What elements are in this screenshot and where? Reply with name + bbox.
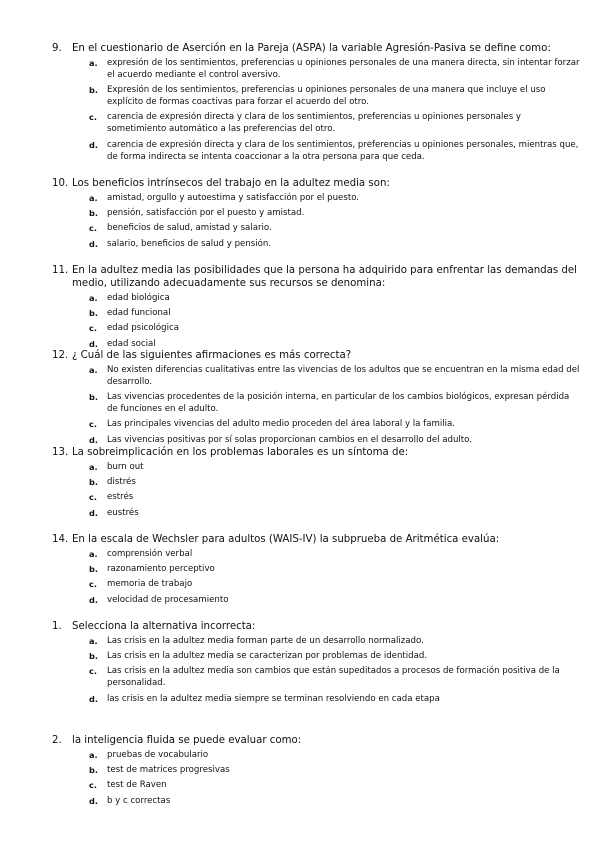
option-d — [89, 795, 582, 807]
option-text: Expresión de los sentimientos, preferencias u opiniones personales de una manera que incluye el uso explícito de formas coactivas para forzar el acuerdo del otro. — [107, 85, 546, 108]
option-b — [89, 563, 582, 575]
question-number: 13. — [52, 447, 69, 458]
question-2 — [52, 734, 582, 810]
option-letter: d. — [89, 338, 98, 349]
option-c — [89, 491, 582, 503]
option-letter: c. — [89, 579, 97, 590]
option-letter: d. — [89, 693, 98, 704]
option-letter: b. — [89, 392, 98, 403]
question-number: 9. — [52, 43, 62, 54]
option-letter: b. — [89, 477, 98, 488]
option-text: razonamiento perceptivo — [107, 564, 215, 575]
option-text: edad social — [107, 338, 156, 349]
option-text: las crisis en la adultez media siempre se terminan resolviendo en cada etapa — [107, 693, 440, 704]
option-a — [89, 292, 582, 304]
question-11 — [52, 264, 582, 353]
option-text: amistad, orgullo y autoestima y satisfacción por el puesto. — [107, 193, 360, 203]
option-c — [89, 222, 582, 234]
question-text: La sobreimplicación en los problemas laborales es un síntoma de: — [72, 447, 409, 458]
question-10 — [52, 177, 582, 253]
option-letter: a. — [89, 462, 98, 472]
option-text: velocidad de procesamiento — [107, 594, 229, 605]
option-letter: b. — [89, 208, 98, 219]
option-letter: a. — [89, 750, 98, 760]
option-c — [89, 322, 582, 334]
option-letter: c. — [89, 666, 97, 677]
question-text: Selecciona la alternativa incorrecta: — [72, 621, 256, 632]
option-c — [89, 111, 582, 135]
option-a — [89, 364, 582, 388]
option-text: test de matrices progresivas — [107, 765, 230, 776]
option-text: carencia de expresión directa y clara de los sentimientos, preferencias u opiniones personales y sometimiento automático a las preferencias del otro. — [107, 112, 521, 135]
option-text: Las crisis en la adultez media se caracterizan por problemas de identidad. — [107, 651, 428, 662]
option-a — [89, 461, 582, 473]
option-letter: d. — [89, 507, 98, 518]
option-a — [89, 749, 582, 761]
option-letter: a. — [89, 365, 98, 375]
option-text: Las principales vivencias del adulto medio proceden del área laboral y la familia. — [107, 419, 456, 430]
question-number: 11. — [52, 265, 69, 276]
question-12 — [52, 349, 582, 449]
option-letter: b. — [89, 85, 98, 96]
option-text: beneficios de salud, amistad y salario. — [107, 223, 272, 234]
question-number: 12. — [52, 350, 69, 361]
option-letter: c. — [89, 112, 97, 123]
option-b — [89, 764, 582, 776]
option-text: edad funcional — [107, 308, 171, 319]
option-letter: d. — [89, 238, 98, 249]
option-a — [89, 57, 582, 81]
option-text: No existen diferencias cualitativas entre las vivencias de los adultos que se encuentran en la misma edad del desarrollo. — [107, 365, 580, 387]
option-letter: d. — [89, 434, 98, 445]
option-d — [89, 139, 582, 163]
option-text: distrés — [107, 477, 136, 488]
option-a — [89, 548, 582, 560]
option-letter: a. — [89, 193, 98, 203]
option-d — [89, 507, 582, 519]
option-b — [89, 476, 582, 488]
option-text: eustrés — [107, 507, 139, 518]
option-c — [89, 578, 582, 590]
option-text: Las crisis en la adultez media son cambios que están supeditados a procesos de formación positiva de la personalidad. — [107, 666, 560, 689]
option-a — [89, 192, 582, 204]
option-a — [89, 635, 582, 647]
option-d — [89, 434, 582, 446]
option-text: pruebas de vocabulario — [107, 750, 209, 760]
option-text: test de Raven — [107, 780, 167, 791]
option-letter: c. — [89, 323, 97, 334]
question-text: En el cuestionario de Aserción en la Pareja (ASPA) la variable Agresión-Pasiva se define como: — [72, 43, 551, 54]
question-number: 14. — [52, 534, 69, 545]
option-letter: d. — [89, 594, 98, 605]
option-d — [89, 338, 582, 350]
option-text: carencia de expresión directa y clara de los sentimientos, preferencias u opiniones personales, mientras que, de forma indirecta se intenta coaccionar a la otra persona para que ceda. — [107, 139, 579, 162]
option-letter: b. — [89, 765, 98, 776]
option-d — [89, 238, 582, 250]
option-text: comprensión verbal — [107, 549, 193, 559]
option-b — [89, 307, 582, 319]
option-text: pensión, satisfacción por el puesto y amistad. — [107, 208, 305, 219]
option-letter: a. — [89, 549, 98, 559]
option-text: Las vivencias procedentes de la posición interna, en particular de los cambios biológicos, expresan pérdida de funciones en el adulto. — [107, 392, 570, 415]
question-text: ¿ Cuál de las siguientes afirmaciones es más correcta? — [72, 350, 352, 361]
option-text: salario, beneficios de salud y pensión. — [107, 238, 272, 249]
option-text: Las crisis en la adultez media forman parte de un desarrollo normalizado. — [107, 636, 424, 646]
option-b — [89, 207, 582, 219]
question-14 — [52, 533, 582, 609]
option-b — [89, 84, 582, 108]
option-text: b y c correctas — [107, 795, 171, 806]
question-text: En la adultez media las posibilidades que la persona ha adquirido para enfrentar las demandas del medio, utilizando adecuadamente sus recursos se denomina: — [72, 265, 578, 289]
option-text: estrés — [107, 492, 134, 503]
question-text: Los beneficios intrínsecos del trabajo en la adultez media son: — [72, 178, 390, 189]
option-letter: a. — [89, 58, 98, 68]
option-d — [89, 693, 582, 705]
option-letter: b. — [89, 308, 98, 319]
option-letter: c. — [89, 780, 97, 791]
option-text: burn out — [107, 462, 144, 472]
question-number: 1. — [52, 621, 62, 632]
option-text: edad biológica — [107, 293, 170, 303]
option-letter: c. — [89, 419, 97, 430]
option-c — [89, 779, 582, 791]
option-d — [89, 594, 582, 606]
option-b — [89, 650, 582, 662]
question-13 — [52, 446, 582, 522]
option-letter: b. — [89, 564, 98, 575]
option-letter: d. — [89, 795, 98, 806]
question-9 — [52, 42, 582, 166]
option-letter: b. — [89, 651, 98, 662]
question-text: la inteligencia fluida se puede evaluar como: — [72, 735, 302, 746]
option-text: expresión de los sentimientos, preferencias u opiniones personales de una manera directa, sin intentar forzar el acuerdo mediante el control aversivo. — [107, 58, 580, 80]
option-letter: d. — [89, 139, 98, 150]
option-letter: a. — [89, 293, 98, 303]
question-number: 2. — [52, 735, 62, 746]
option-text: memoria de trabajo — [107, 579, 193, 590]
option-c — [89, 418, 582, 430]
option-text: edad psicológica — [107, 323, 179, 334]
option-letter: c. — [89, 492, 97, 503]
option-text: Las vivencias positivas por sí solas proporcionan cambios en el desarrollo del adulto. — [107, 434, 472, 445]
option-letter: c. — [89, 223, 97, 234]
question-number: 10. — [52, 178, 69, 189]
question-1 — [52, 620, 582, 708]
question-text: En la escala de Wechsler para adultos (WAIS-IV) la subprueba de Aritmética evalúa: — [72, 534, 500, 545]
option-letter: a. — [89, 636, 98, 646]
option-b — [89, 391, 582, 415]
option-c — [89, 665, 582, 689]
